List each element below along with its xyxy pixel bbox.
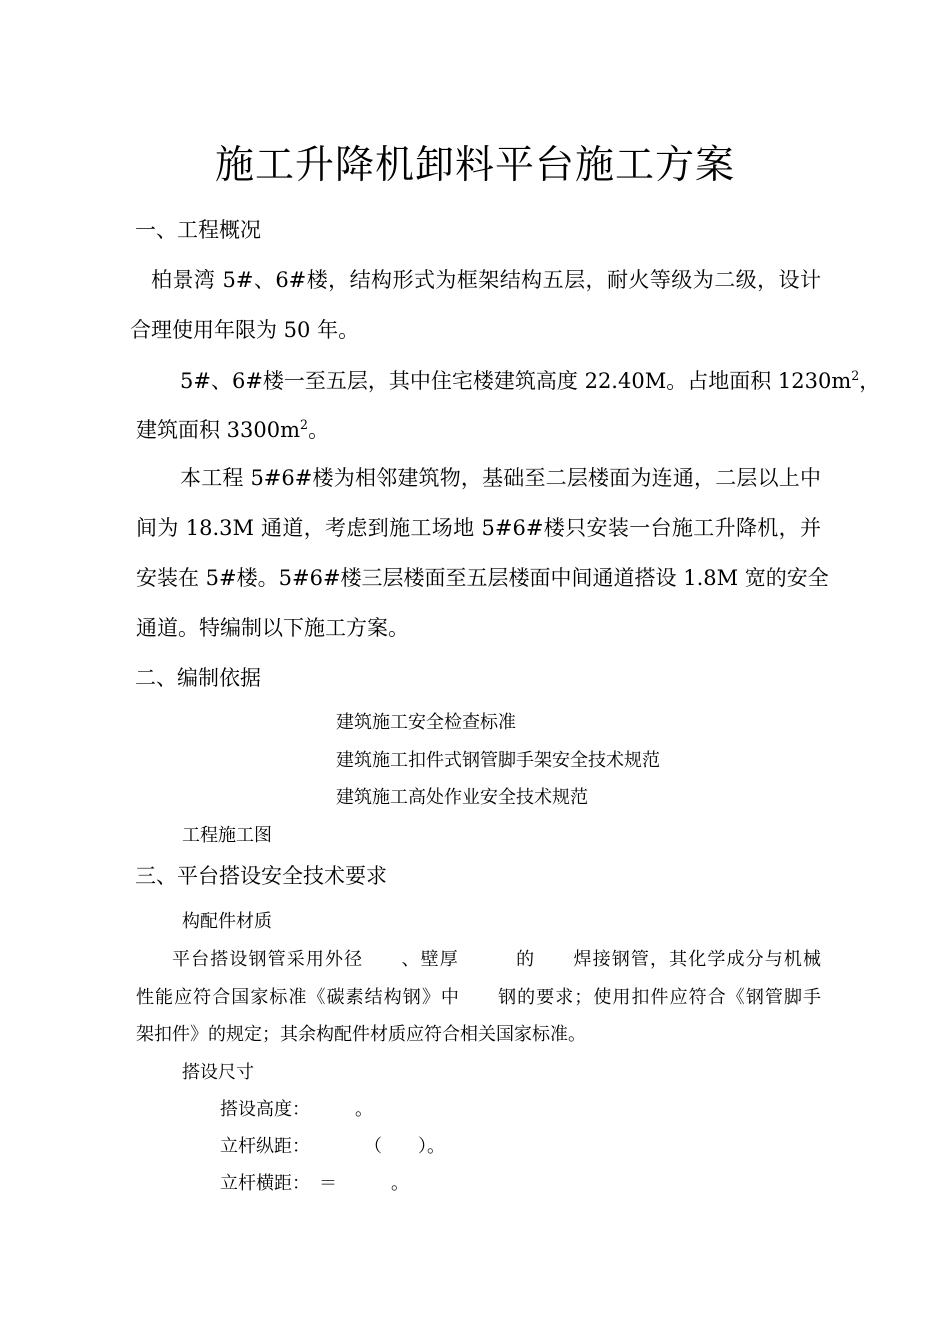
basis-item: 建筑施工扣件式钢管脚手架安全技术规范 (336, 750, 660, 771)
section-1-para-3-line-2: 间为 18.3M 通道，考虑到施工场地 5#6#楼只安装一台施工升降机，并 (136, 516, 821, 540)
section-3-heading: 三、平台搭设安全技术要求 (135, 864, 387, 888)
basis-item-drawings: 工程施工图 (182, 825, 272, 846)
section-1-heading: 一、工程概况 (135, 218, 261, 242)
section-3-para-line-3: 架扣件》的规定；其余构配件材质应符合相关国家标准。 (136, 1024, 586, 1045)
para-2-line-1-end: ， (859, 369, 881, 393)
basis-item: 建筑施工高处作业安全技术规范 (336, 787, 588, 808)
para-2-line-2-end: 。 (308, 418, 330, 442)
superscript-2b: 2 (300, 417, 309, 432)
dimension-item: 立杆纵距： （ ）。 (220, 1136, 445, 1157)
section-3-subheading-materials: 构配件材质 (182, 911, 272, 932)
section-1-para-3-line-4: 通道。特编制以下施工方案。 (136, 616, 409, 640)
dimension-item: 立杆横距： ＝ 。 (220, 1173, 409, 1194)
basis-item: 建筑施工安全检查标准 (336, 712, 516, 733)
superscript-2: 2 (851, 368, 860, 383)
document-title: 施工升降机卸料平台施工方案 (214, 143, 735, 188)
section-1-para-3-line-1: 本工程 5#6#楼为相邻建筑物，基础至二层楼面为连通，二层以上中 (180, 466, 821, 490)
section-1-para-2-line-2 (136, 417, 330, 442)
dimension-item: 搭设高度： 。 (220, 1099, 373, 1120)
section-3-para-line-2: 性能应符合国家标准《碳素结构钢》中 钢的要求；使用扣件应符合《钢管脚手 (136, 987, 821, 1008)
section-3-para-line-1: 平台搭设钢管采用外径 、壁厚 的 焊接钢管，其化学成分与机械 (172, 949, 821, 970)
section-3-subheading-dimensions: 搭设尺寸 (182, 1062, 254, 1083)
section-1-para-1-line-2: 合理使用年限为 50 年。 (130, 318, 360, 342)
section-2-heading: 二、编制依据 (135, 666, 261, 690)
para-2-line-1-text: 5#、6#楼一至五层，其中住宅楼建筑高度 22.40M。占地面积 1230m (180, 369, 852, 393)
para-2-line-2-text: 建筑面积 3300m (136, 418, 301, 442)
section-1-para-3-line-3: 安装在 5#楼。5#6#楼三层楼面至五层楼面中间通道搭设 1.8M 宽的安全 (136, 566, 829, 590)
section-1-para-1-line-1: 柏景湾 5#、6#楼，结构形式为框架结构五层，耐火等级为二级，设计 (151, 268, 821, 292)
section-1-para-2-line-1 (180, 368, 881, 393)
